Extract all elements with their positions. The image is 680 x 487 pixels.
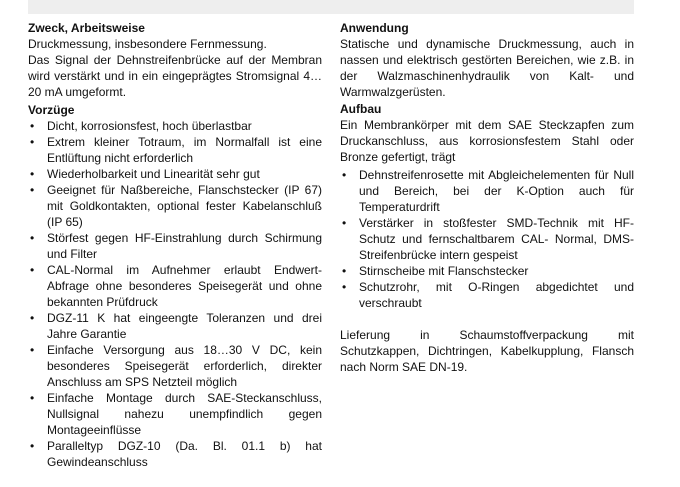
vorzuege-item: • Einfache Montage durch SAE-Steckanschluss, Nullsignal nahezu unempfindlich gegen Montageeinflüsse	[28, 390, 322, 438]
zweck-paragraph-2: Das Signal der Dehnstreifenbrücke auf der Membran wird verstärkt und in ein eingeprägtes Stromsignal 4…20 mA umgeformt.	[28, 53, 322, 99]
vorzuege-item: • Wiederholbarkeit und Linearität sehr gut	[28, 166, 322, 182]
aufbau-intro: Ein Membrankörper mit dem SAE Steckzapfen zum Druckanschluss, aus korrosionsfestem Stahl oder Bronze gefertigt, trägt	[340, 118, 634, 164]
top-header-bar	[28, 0, 634, 14]
vorzuege-list	[28, 118, 322, 470]
vorzuege-item: • Paralleltyp DGZ-10 (Da. Bl. 01.1 b) hat Gewindeanschluss	[28, 438, 322, 470]
aufbau-item: • Stirnscheibe mit Flanschstecker	[340, 263, 634, 279]
lieferung-text: Lieferung in Schaumstoffverpackung mit Schutzkappen, Dichtringen, Kabelkupplung, Flansch nach Norm SAE DN-19.	[340, 328, 634, 374]
aufbau-item: • Verstärker in stoßfester SMD-Technik mit HF-Schutz und fernschaltbarem CAL- Normal, DMS-Streifenbrücke intern gespeist	[340, 215, 634, 263]
heading-aufbau: Aufbau	[340, 102, 382, 116]
anwendung-text: Statische und dynamische Druckmessung, auch in nassen und elektrisch gestörten Bereichen, wie z.B. in der Walzmaschinenhydraulik von Kalt- und Warmwalzgerüsten.	[340, 37, 634, 99]
vorzuege-item: • Geeignet für Naßbereiche, Flanschstecker (IP 67) mit Goldkontakten, optional fester Kabelanschluß (IP 65)	[28, 182, 322, 230]
left-column	[28, 20, 322, 470]
aufbau-list	[340, 167, 634, 311]
zweck-paragraph-1: Druckmessung, insbesondere Fernmessung.	[28, 37, 267, 51]
heading-vorzuege: Vorzüge	[28, 103, 75, 117]
vorzuege-item: • DGZ-11 K hat eingeengte Toleranzen und drei Jahre Garantie	[28, 310, 322, 342]
heading-zweck: Zweck, Arbeitsweise	[28, 21, 145, 35]
aufbau-item: • Dehnstreifenrosette mit Abgleichelementen für Null und Bereich, bei der K-Option auch für Temperaturdrift	[340, 167, 634, 215]
vorzuege-item: • Dicht, korrosionsfest, hoch überlastbar	[28, 118, 322, 134]
vorzuege-item: • Störfest gegen HF-Einstrahlung durch Schirmung und Filter	[28, 230, 322, 262]
vorzuege-item: • Extrem kleiner Totraum, im Normalfall ist eine Entlüftung nicht erforderlich	[28, 134, 322, 166]
heading-anwendung: Anwendung	[340, 21, 409, 35]
vorzuege-item: • Einfache Versorgung aus 18…30 V DC, kein besonderes Speisegerät erforderlich, direkter Anschluss am SPS Netzteil möglich	[28, 342, 322, 390]
spacer	[340, 311, 634, 327]
aufbau-item: • Schutzrohr, mit O-Ringen abgedichtet und verschraubt	[340, 279, 634, 311]
right-column	[340, 20, 634, 375]
vorzuege-item: • CAL-Normal im Aufnehmer erlaubt Endwert-Abfrage ohne besonderes Speisegerät und ohne bekannten Prüfdruck	[28, 262, 322, 310]
